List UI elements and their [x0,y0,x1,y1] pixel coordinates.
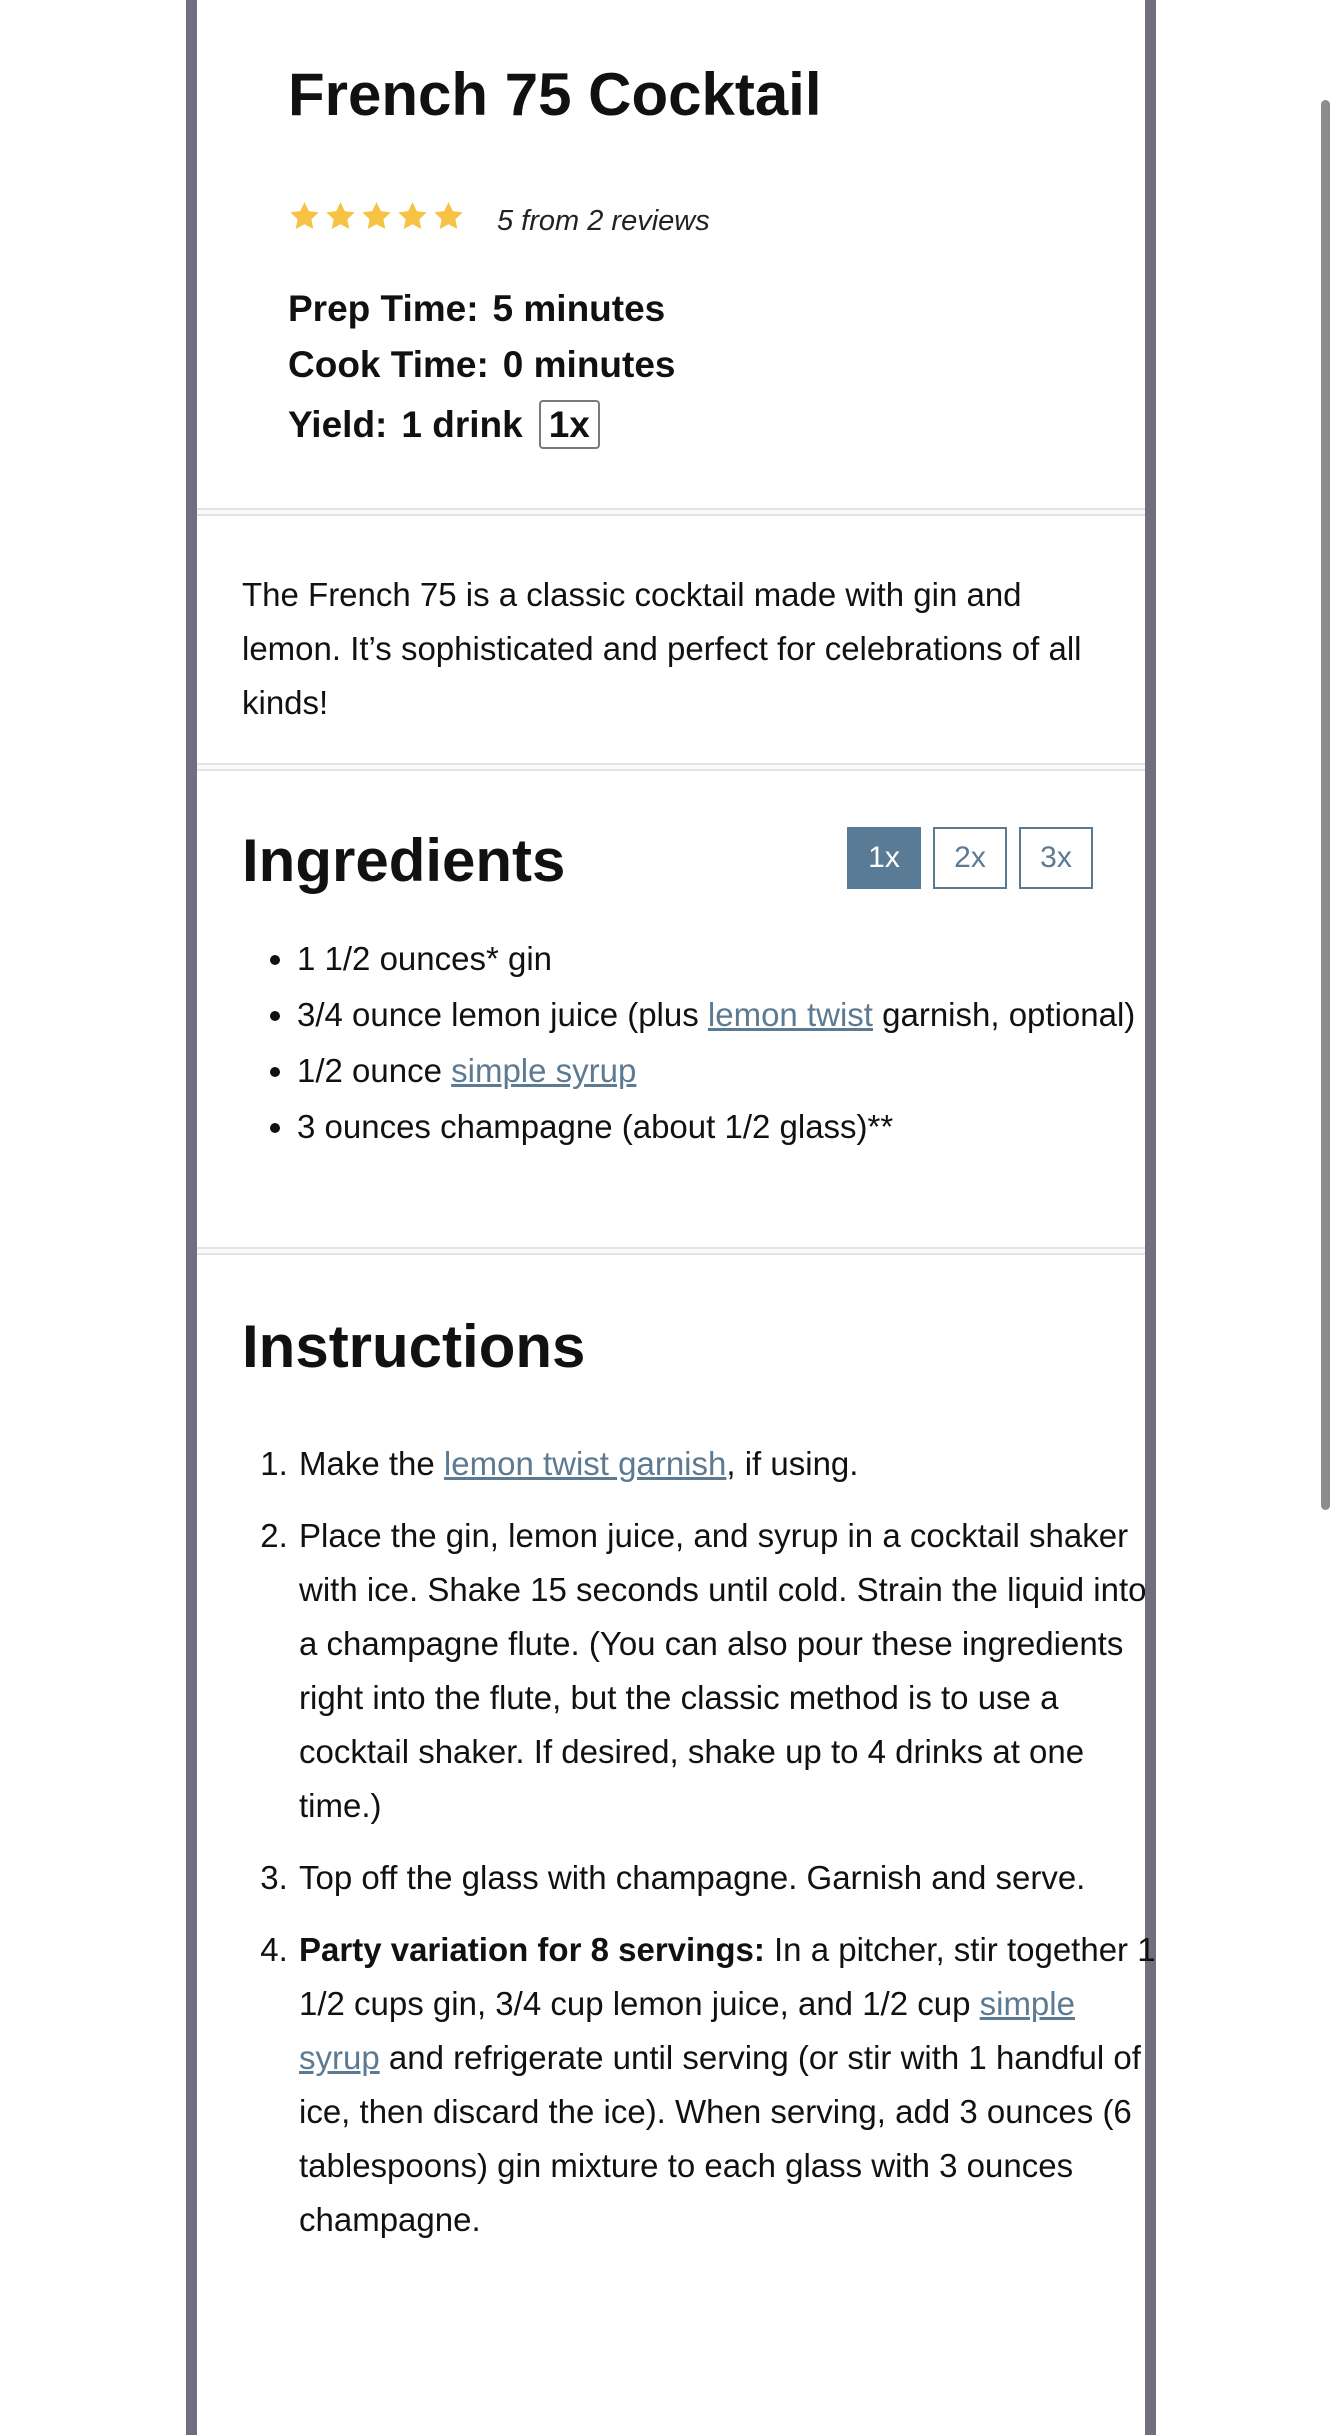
instruction-step: 2. Place the gin, lemon juice, and syrup in a cocktail shaker with ice. Shake 15 seconds until cold. Strain the liquid into a champagne flute. (You can also pour these ingredients right into the flute, but the classic method is to use a cocktail shaker. If desired, shake up to 4 drinks at one time.) [297,1509,1157,1833]
instruction-step: 3. Top off the glass with champagne. Garnish and serve. [297,1851,1157,1905]
simple-syrup-link[interactable]: simple syrup [299,1985,1075,2076]
star-icon[interactable] [360,200,393,233]
ingredients-list [242,940,1157,1164]
yield-label: Yield: [288,403,388,445]
yield [288,400,600,449]
cook-time-value: 0 minutes [502,344,676,385]
step-bold-label: Party variation for 8 servings: [299,1931,765,1968]
scale-1x-button[interactable]: 1x [847,827,921,889]
yield-scale-button[interactable]: 1x [539,400,600,449]
instructions-heading: Instructions [242,1313,586,1380]
instruction-step [297,1923,1157,2247]
lemon-twist-link[interactable]: lemon twist [707,996,873,1033]
star-icon[interactable] [324,200,357,233]
scale-buttons [847,827,1093,889]
star-icon[interactable] [396,200,429,233]
scale-2x-button[interactable]: 2x [933,827,1007,889]
ingredient-item: • 1 1/2 ounces* gin [297,940,1157,978]
simple-syrup-link[interactable]: simple syrup [451,1052,637,1089]
prep-time-label: Prep Time: [288,288,479,329]
ingredient-text: 1/2 ounce [297,1052,452,1089]
step-text: , if using. [726,1445,859,1482]
star-rating[interactable] [288,200,465,233]
instructions-list [242,1437,1157,2265]
scrollbar[interactable] [1321,100,1330,1510]
ingredients-heading: Ingredients [242,827,566,894]
recipe-summary: The French 75 is a classic cocktail made with gin and lemon. It’s sophisticated and perfect for celebrations of all kinds! [242,576,1082,721]
step-text: and refrigerate until serving (or stir with 1 handful of ice, then discard the ice). When serving, add 3 ounces (6 tablespoons) gin mixture to each glass with 3 ounces champagne. [299,2039,1141,2238]
step-text: Make the [299,1445,444,1482]
prep-time [288,288,665,330]
divider [197,1247,1145,1255]
cook-time-label: Cook Time: [288,344,489,385]
ingredient-text: garnish, optional) [872,996,1136,1033]
star-icon[interactable] [432,200,465,233]
ingredient-item: • 3 ounces champagne (about 1/2 glass)** [297,1108,1157,1146]
ingredient-text: 3/4 ounce lemon juice (plus [297,996,708,1033]
cook-time [288,344,676,386]
scale-3x-button[interactable]: 3x [1019,827,1093,889]
ingredient-item [297,996,1157,1034]
prep-time-value: 5 minutes [492,288,666,329]
star-icon[interactable] [288,200,321,233]
instruction-step [297,1437,1157,1491]
ingredient-item [297,1052,1157,1090]
lemon-twist-garnish-link[interactable]: lemon twist garnish [443,1445,727,1482]
recipe-title: French 75 Cocktail [288,61,822,128]
divider [197,763,1145,771]
step-text: In a pitcher, stir together 1 1/2 cups gin, 3/4 cup lemon juice, and 1/2 cup [299,1931,1156,2022]
yield-value: 1 drink [401,403,523,445]
recipe-card [186,0,1156,2435]
divider [197,508,1145,516]
rating-summary: 5 from 2 reviews [497,205,710,237]
